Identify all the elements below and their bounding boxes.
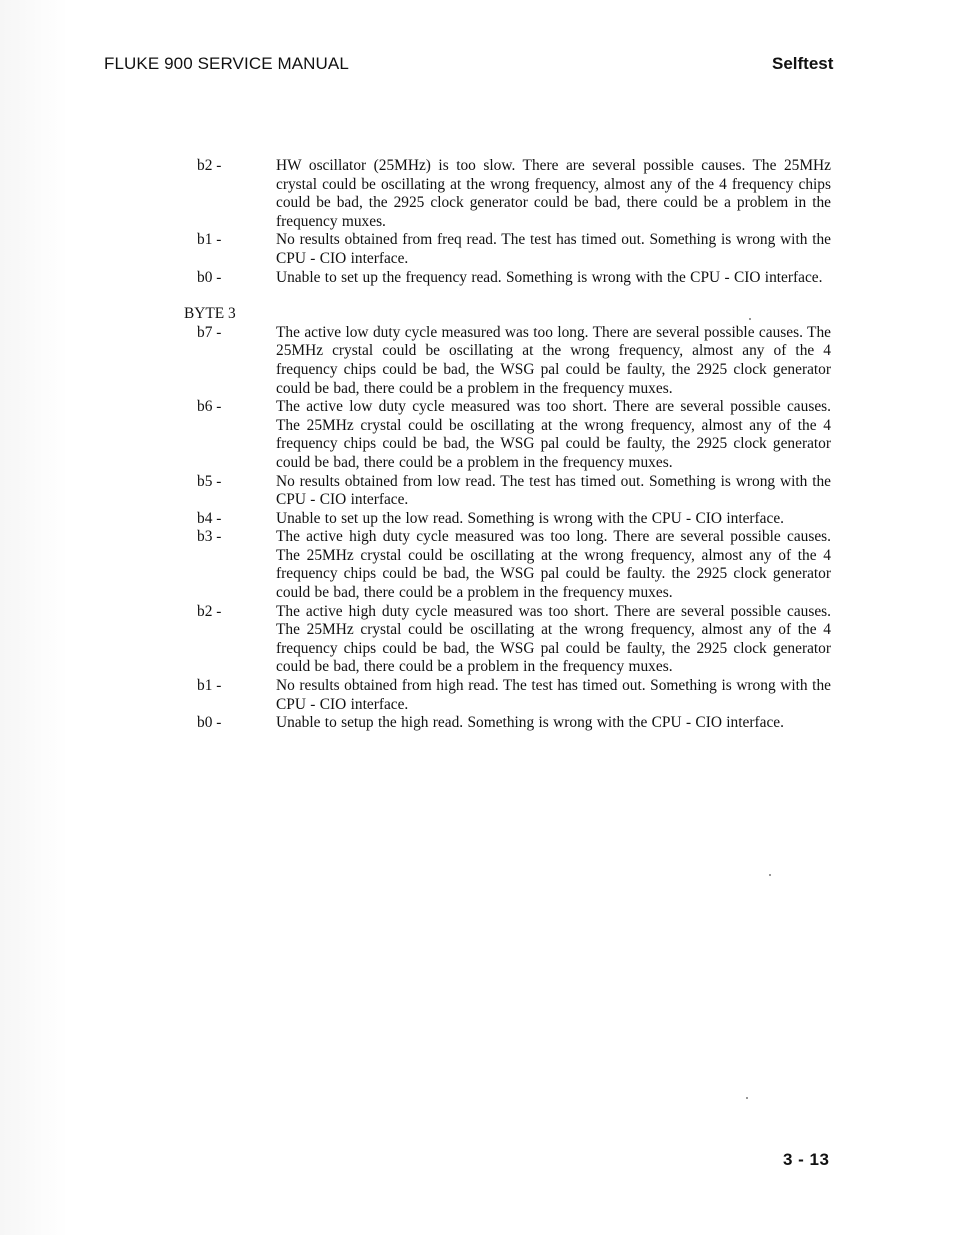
scan-speck <box>749 318 751 320</box>
definition-entry <box>184 473 836 510</box>
definition-entry <box>184 269 836 288</box>
definition-entry <box>184 157 836 231</box>
bit-label: b7 - <box>197 323 222 341</box>
definition-entry <box>184 231 836 268</box>
bit-label: b5 - <box>197 472 222 490</box>
bit-label: b2 - <box>197 157 222 174</box>
bit-label: b1 - <box>197 231 222 249</box>
document-body <box>184 157 836 733</box>
bit-description: The active low duty cycle measured was too long. There are several possible causes. The 25MHz crystal could be oscillating at the wrong frequency, almost any of the 4 frequency chips could be bad, the WSG pal could be faulty, the 2925 clock generator could be bad, there could be a problem in the frequency muxes. <box>276 323 831 397</box>
bit-label: b1 - <box>197 677 222 695</box>
definition-entry <box>184 510 836 529</box>
bit-description: Unable to set up the frequency read. Something is wrong with the CPU - CIO interface. <box>276 268 823 286</box>
bit-description: The active low duty cycle measured was too short. There are several possible causes. The 25MHz crystal could be oscillating at the wrong frequency, almost any of the 4 frequency chips could be bad, the WSG pal could be faulty, the 2925 clock generator could be bad, there could be a problem in the frequency muxes. <box>276 398 831 471</box>
definition-entry <box>184 324 836 398</box>
bit-description: The active high duty cycle measured was too short. There are several possible causes. The 25MHz crystal could be oscillating at the wrong frequency, almost any of the 4 frequency chips could be bad, the WSG pal could be faulty, the 2925 clock generator could be bad, there could be a problem in the frequency muxes. <box>276 602 831 676</box>
bit-label: b0 - <box>197 268 222 286</box>
bit-label: b3 - <box>197 528 222 546</box>
bit-description: The active high duty cycle measured was too long. There are several possible causes. The 25MHz crystal could be oscillating at the wrong frequency, almost any of the 4 frequency chips could be bad, the WSG pal could be faulty. the 2925 clock generator could be bad, there could be a problem in the frequency muxes. <box>276 528 831 602</box>
bit-label: b2 - <box>197 602 222 620</box>
scan-speck <box>769 874 771 876</box>
scan-margin-shade <box>0 0 68 1235</box>
bit-description: HW oscillator (25MHz) is too slow. There are several possible causes. The 25MHz crystal could be oscillating at the wrong frequency, almost any of the 4 frequency chips could be bad, the 2925 clock generator could be bad, there could be a problem in the frequency muxes. <box>276 157 831 230</box>
definition-entry <box>184 714 836 733</box>
bit-label: b6 - <box>197 398 222 416</box>
bit-description: No results obtained from high read. The test has timed out. Something is wrong with the CPU - CIO interface. <box>276 677 831 713</box>
bit-description: No results obtained from freq read. The test has timed out. Something is wrong with the CPU - CIO interface. <box>276 231 831 267</box>
scan-speck <box>746 1097 748 1099</box>
bit-description: Unable to setup the high read. Something is wrong with the CPU - CIO interface. <box>276 714 784 732</box>
bit-description: Unable to set up the low read. Something is wrong with the CPU - CIO interface. <box>276 509 785 527</box>
section-heading: Selftest <box>772 54 834 73</box>
definition-entry <box>184 398 836 472</box>
byte-heading: BYTE 3 <box>184 305 236 323</box>
definition-entry <box>184 528 836 602</box>
definition-entry <box>184 677 836 714</box>
bit-description: No results obtained from low read. The test has timed out. Something is wrong with the CPU - CIO interface. <box>276 472 831 509</box>
bit-label: b0 - <box>197 714 222 732</box>
page-number: 3 - 13 <box>783 1150 830 1169</box>
definition-entry <box>184 603 836 677</box>
manual-title: FLUKE 900 SERVICE MANUAL <box>104 54 349 73</box>
bit-label: b4 - <box>197 509 222 527</box>
